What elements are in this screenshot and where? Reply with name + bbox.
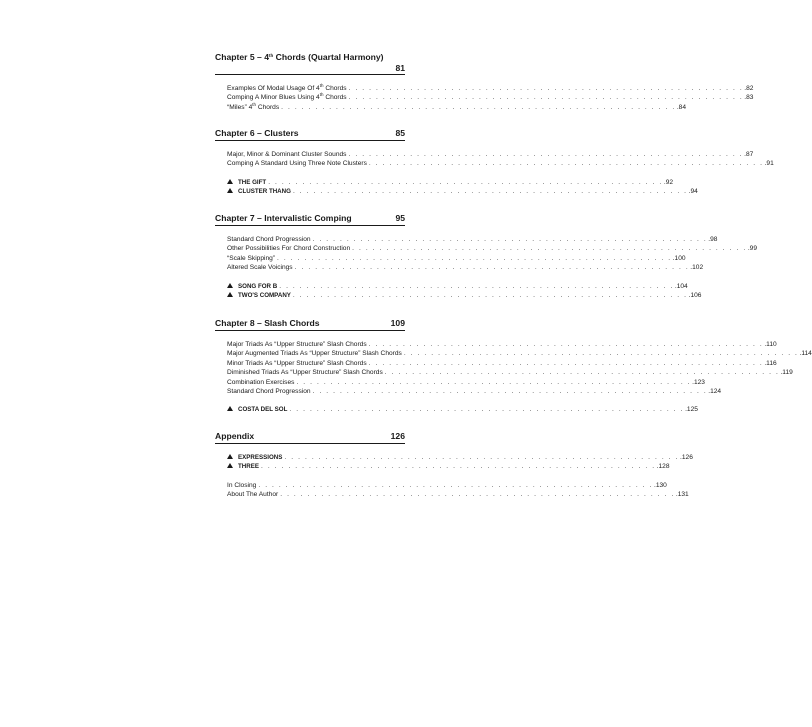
entry-page-number: .83	[744, 94, 754, 102]
toc-entry[interactable]	[227, 235, 718, 244]
dot-leader: . . . . . . . . . . . . . . . . . . . . . . . . . . . . . . . . . . . . . . . . . . . . . . . . . . . . . . . . . .	[384, 369, 780, 377]
entry-list	[215, 340, 812, 415]
toc-entry[interactable]	[227, 244, 757, 253]
toc-entry[interactable]	[227, 263, 704, 272]
entry-page-number: .114	[799, 350, 812, 358]
toc-entry[interactable]	[227, 340, 777, 349]
chapter-page-number: 109	[390, 318, 405, 328]
entry-list	[215, 235, 757, 300]
dot-leader: . . . . . . . . . . . . . . . . . . . . . . . . . . . . . . . . . . . . . . . . . . . . . . . . . . . . . . . . . .	[312, 236, 708, 243]
group-spacer	[215, 472, 485, 481]
entry-title: Combination Exercises	[227, 378, 295, 386]
entry-title: Comping A Standard Using Three Note Clusters	[227, 160, 367, 168]
appendix-section	[215, 431, 693, 500]
dot-leader: . . . . . . . . . . . . . . . . . . . . . . . . . . . . . . . . . . . . . . . . . . . . . . . . . . . . . . . . . .	[368, 341, 764, 348]
toc-entry[interactable]	[227, 92, 754, 102]
dot-leader: . . . . . . . . . . . . . . . . . . . . . . . . . . . . . . . . . . . . . . . . . . . . . . . . . . . . . . . . . .	[277, 254, 672, 262]
entry-title: Other Possibilities For Chord Construction	[227, 245, 351, 253]
toc-entry[interactable]	[227, 101, 686, 112]
dot-leader: . . . . . . . . . . . . . . . . . . . . . . . . . . . . . . . . . . . . . . . . . . . . . . . . . . . . . . . . . .	[284, 454, 680, 461]
toc-entry[interactable]	[227, 254, 686, 263]
entry-title: Standard Chord Progression	[227, 236, 311, 243]
chapter-title: Chapter 6 – Clusters	[215, 128, 299, 138]
entry-page-number: .124	[708, 388, 722, 396]
dot-leader: . . . . . . . . . . . . . . . . . . . . . . . . . . . . . . . . . . . . . . . . . . . . . . . . . . . . . . . . . .	[348, 151, 744, 158]
entry-page-number: .123	[692, 378, 705, 386]
entry-title: THREE	[227, 462, 261, 471]
triangle-bullet-icon	[227, 179, 233, 184]
entry-title: Minor Triads As “Upper Structure” Slash Chords	[227, 359, 367, 367]
entry-title: SONG FOR B	[227, 282, 279, 291]
entry-page-number: .130	[654, 481, 667, 489]
chapter-page-number: 85	[395, 128, 405, 138]
group-spacer	[215, 273, 485, 282]
toc-entry[interactable]	[227, 481, 667, 490]
dot-leader: . . . . . . . . . . . . . . . . . . . . . . . . . . . . . . . . . . . . . . . . . . . . . . . . . . . . . . . . . .	[348, 85, 744, 92]
entry-title: COSTA DEL SOL	[227, 405, 289, 414]
chapter-title: Chapter 8 – Slash Chords	[215, 318, 320, 328]
entry-page-number: .106	[688, 292, 702, 300]
entry-page-number: .119	[780, 369, 793, 377]
chapter-heading	[215, 128, 405, 141]
toc-entry[interactable]	[227, 150, 754, 159]
entry-title: EXPRESSIONS	[227, 453, 284, 462]
entry-page-number: .128	[656, 463, 670, 471]
toc-entry[interactable]	[227, 159, 774, 168]
chapter-heading	[215, 213, 405, 226]
chapter-heading	[215, 318, 405, 331]
entry-title: Major, Minor & Dominant Cluster Sounds	[227, 151, 347, 158]
dot-leader: . . . . . . . . . . . . . . . . . . . . . . . . . . . . . . . . . . . . . . . . . . . . . . . . . . . . . . . . . .	[348, 94, 744, 102]
entry-title: CLUSTER THANG	[227, 187, 293, 196]
entry-title: Major Triads As “Upper Structure” Slash Chords	[227, 341, 367, 348]
chapter-page-number: 126	[390, 431, 405, 441]
entry-page-number: .100	[672, 254, 686, 262]
chapter-heading	[215, 52, 405, 75]
entry-title: Major Augmented Triads As “Upper Structure” Slash Chords	[227, 350, 402, 358]
entry-title: In Closing	[227, 481, 257, 489]
dot-leader: . . . . . . . . . . . . . . . . . . . . . . . . . . . . . . . . . . . . . . . . . . . . . . . . . . . . . . . . . .	[258, 481, 654, 489]
dot-leader: . . . . . . . . . . . . . . . . . . . . . . . . . . . . . . . . . . . . . . . . . . . . . . . . . . . . . . . . . .	[312, 388, 708, 396]
entry-page-number: .131	[675, 491, 689, 499]
entry-page-number: .116	[764, 359, 777, 367]
group-spacer	[215, 396, 485, 405]
toc-entry[interactable]	[227, 83, 754, 93]
dot-leader: . . . . . . . . . . . . . . . . . . . . . . . . . . . . . . . . . . . . . . . . . . . . . . . . . . . . . . . . . .	[268, 178, 663, 186]
chapter-5-section	[215, 52, 754, 112]
dot-leader: . . . . . . . . . . . . . . . . . . . . . . . . . . . . . . . . . . . . . . . . . . . . . . . . . . . . . . . . . .	[292, 188, 688, 196]
entry-title: About The Author	[227, 491, 279, 499]
entry-page-number: .92	[663, 178, 674, 186]
dot-leader: . . . . . . . . . . . . . . . . . . . . . . . . . . . . . . . . . . . . . . . . . . . . . . . . . . . . . . . . . .	[292, 292, 688, 300]
triangle-bullet-icon	[227, 283, 233, 288]
dot-leader: . . . . . . . . . . . . . . . . . . . . . . . . . . . . . . . . . . . . . . . . . . . . . . . . . . . . . . . . . .	[368, 160, 764, 168]
entry-list	[215, 83, 754, 112]
chapter-6-section	[215, 128, 774, 197]
entry-page-number: .99	[747, 245, 757, 253]
toc-entry[interactable]	[227, 378, 705, 387]
toc-song-entry[interactable]	[227, 282, 688, 291]
entry-title: TWO'S COMPANY	[227, 291, 293, 300]
triangle-bullet-icon	[227, 463, 233, 468]
triangle-bullet-icon	[227, 292, 233, 297]
triangle-bullet-icon	[227, 454, 233, 459]
entry-title: THE GIFT	[227, 178, 268, 187]
chapter-page-number: 95	[395, 213, 405, 223]
dot-leader: . . . . . . . . . . . . . . . . . . . . . . . . . . . . . . . . . . . . . . . . . . . . . . . . . . . . . . . . . .	[289, 406, 685, 414]
dot-leader: . . . . . . . . . . . . . . . . . . . . . . . . . . . . . . . . . . . . . . . . . . . . . . . . . . . . . . . . . .	[294, 264, 690, 272]
toc-entry[interactable]	[227, 490, 689, 499]
toc-entry[interactable]	[227, 359, 777, 368]
toc-song-entry[interactable]	[227, 291, 702, 300]
entry-page-number: .87	[744, 151, 754, 158]
entry-page-number: .110	[764, 341, 777, 348]
toc-entry[interactable]	[227, 387, 722, 396]
toc-song-entry[interactable]	[227, 462, 670, 471]
dot-leader: . . . . . . . . . . . . . . . . . . . . . . . . . . . . . . . . . . . . . . . . . . . . . . . . . . . . . . . . . .	[281, 103, 676, 111]
toc-song-entry[interactable]	[227, 187, 698, 196]
group-spacer	[215, 169, 485, 178]
triangle-bullet-icon	[227, 188, 233, 193]
entry-page-number: .98	[708, 236, 718, 243]
dot-leader: . . . . . . . . . . . . . . . . . . . . . . . . . . . . . . . . . . . . . . . . . . . . . . . . . . . . . . . . . .	[403, 350, 799, 358]
entry-list	[215, 150, 774, 197]
dot-leader: . . . . . . . . . . . . . . . . . . . . . . . . . . . . . . . . . . . . . . . . . . . . . . . . . . . . . . . . . .	[352, 245, 747, 253]
entry-title: Standard Chord Progression	[227, 388, 311, 396]
chapter-8-section	[215, 318, 812, 415]
chapter-7-section	[215, 213, 757, 300]
entry-page-number: .84	[676, 103, 686, 111]
entry-title: Examples Of Modal Usage Of 4th Chords	[227, 83, 347, 92]
dot-leader: . . . . . . . . . . . . . . . . . . . . . . . . . . . . . . . . . . . . . . . . . . . . . . . . . . . . . . . . . .	[279, 282, 674, 290]
entry-list	[215, 453, 693, 500]
chapter-title: Chapter 7 – Intervalistic Comping	[215, 213, 352, 223]
dot-leader: . . . . . . . . . . . . . . . . . . . . . . . . . . . . . . . . . . . . . . . . . . . . . . . . . . . . . . . . . .	[260, 463, 656, 471]
toc-entry[interactable]	[227, 368, 793, 377]
toc-song-entry[interactable]	[227, 405, 698, 414]
chapter-title: Chapter 5 – 4th Chords (Quartal Harmony)	[215, 52, 384, 62]
entry-page-number: .104	[674, 282, 688, 290]
toc-song-entry[interactable]	[227, 178, 674, 187]
entry-page-number: .82	[744, 85, 754, 92]
dot-leader: . . . . . . . . . . . . . . . . . . . . . . . . . . . . . . . . . . . . . . . . . . . . . . . . . . . . . . . . . .	[368, 359, 764, 367]
chapter-heading	[215, 431, 405, 444]
entry-page-number: .102	[690, 264, 704, 272]
chapter-title: Appendix	[215, 431, 255, 441]
triangle-bullet-icon	[227, 406, 233, 411]
entry-title: “Scale Skipping”	[227, 254, 276, 262]
entry-page-number: .125	[685, 406, 698, 414]
entry-title: Comping A Minor Blues Using 4th Chords	[227, 92, 347, 102]
entry-page-number: .94	[688, 188, 698, 196]
dot-leader: . . . . . . . . . . . . . . . . . . . . . . . . . . . . . . . . . . . . . . . . . . . . . . . . . . . . . . . . . .	[296, 378, 692, 386]
entry-title: “Miles” 4th Chords	[227, 101, 280, 111]
chapter-page-number: 81	[395, 63, 405, 73]
toc-song-entry[interactable]	[227, 453, 693, 462]
dot-leader: . . . . . . . . . . . . . . . . . . . . . . . . . . . . . . . . . . . . . . . . . . . . . . . . . . . . . . . . . .	[280, 491, 675, 499]
entry-title: Diminished Triads As “Upper Structure” Slash Chords	[227, 369, 383, 377]
toc-entry[interactable]	[227, 349, 812, 358]
entry-page-number: .126	[680, 454, 693, 461]
entry-page-number: .91	[764, 160, 774, 168]
entry-title: Altered Scale Voicings	[227, 264, 293, 272]
